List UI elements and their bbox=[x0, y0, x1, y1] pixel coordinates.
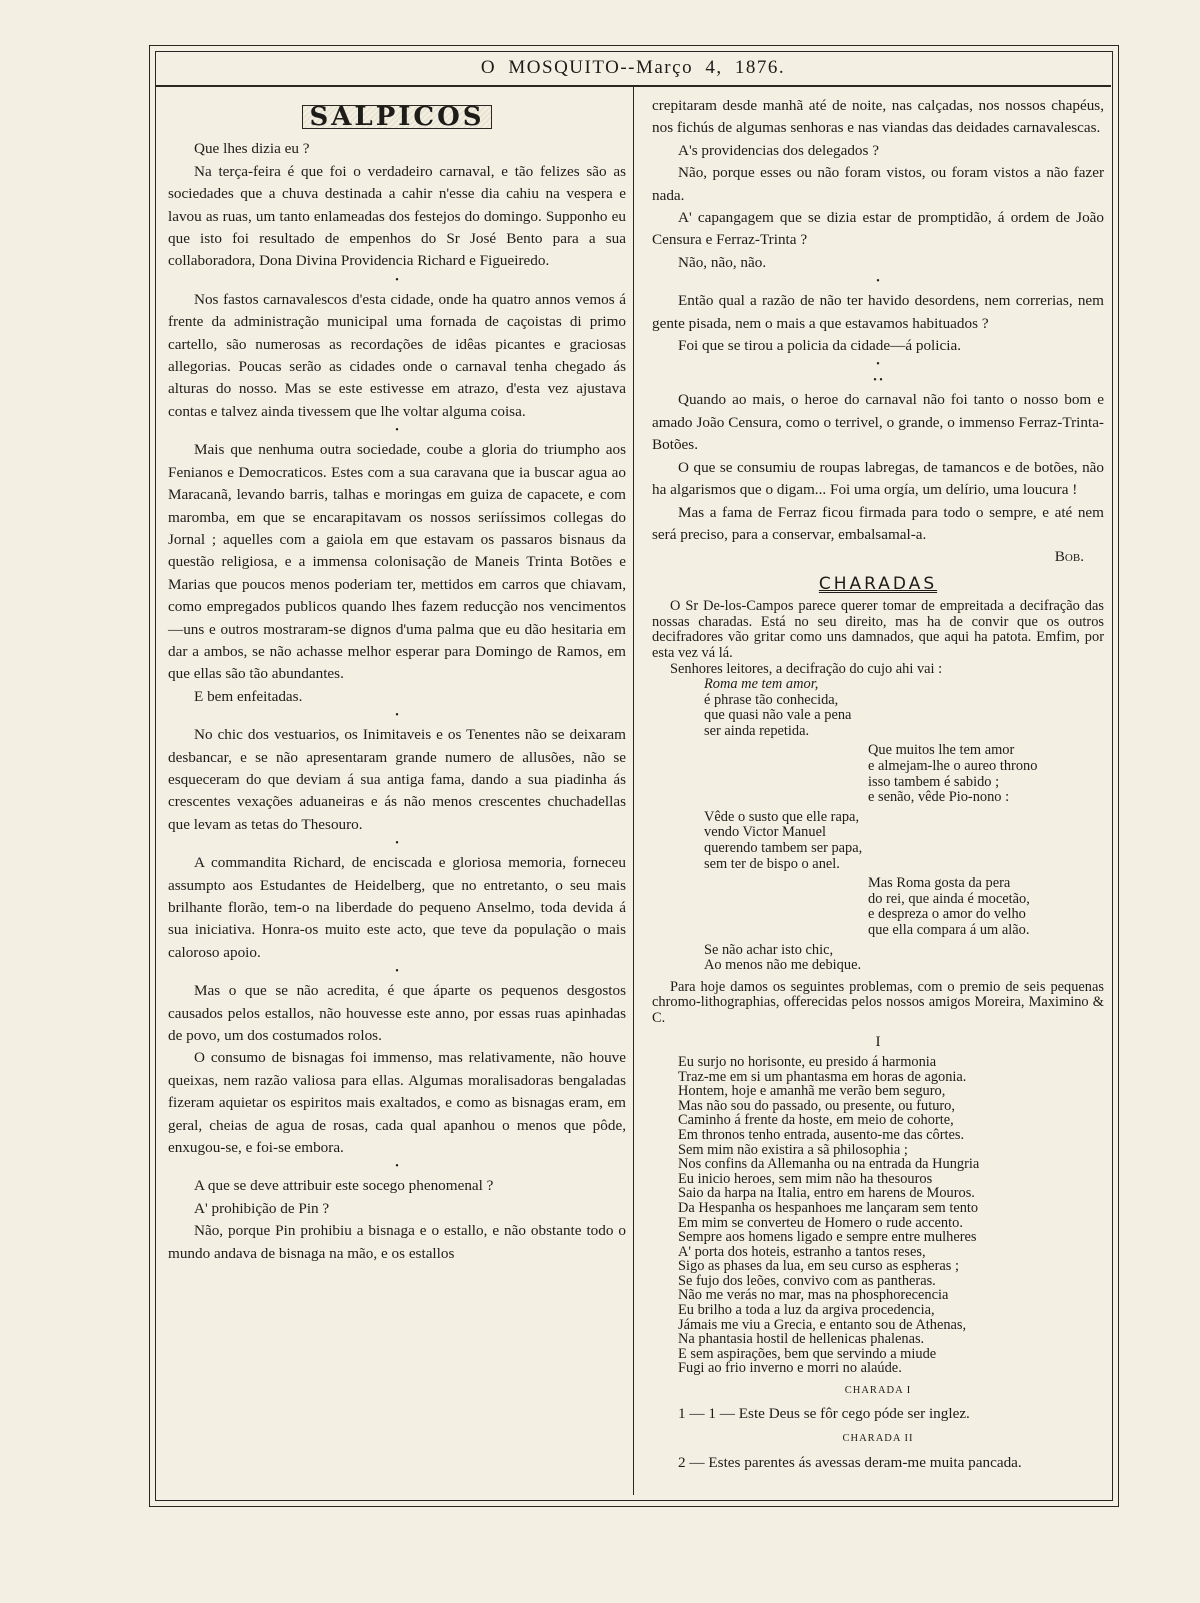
paragraph: Quando ao mais, o heroe do carnaval não foi tanto o nosso bom e amado João Censura, como o terrivel, o grande, o immenso Ferraz-Trinta-Botões. bbox=[652, 391, 1104, 454]
poem-line: Jámais me viu a Grecia, e entanto sou de Athenas, bbox=[678, 1316, 967, 1333]
paragraph: Que lhes dizia eu ? bbox=[194, 140, 310, 158]
paragraph: A commandita Richard, de enciscada e gloriosa memoria, forneceu assumpto aos Estudantes de Heidelberg, que no entretanto, o seu mais brilhante florão, tem-o na liberdade do pequeno Anselmo, toda devida á sua iniciativa. Honra-os muito este acto, que teve da população o mais caloroso apoio. bbox=[168, 854, 626, 961]
paragraph: Não, não, não. bbox=[678, 253, 767, 271]
verse-line: isso tambem é sabido ; bbox=[868, 773, 1000, 790]
paragraph: Então qual a razão de não ter havido desordens, nem correrias, nem gente pisada, nem o mais a que estavamos habituados ? bbox=[652, 292, 1104, 332]
verse-line: Roma me tem amor, bbox=[704, 676, 819, 693]
separator-dot: • bbox=[876, 276, 880, 288]
poem-line: Fugi ao frio inverno e morri no alaúde. bbox=[678, 1360, 902, 1377]
separator-dots: • • • bbox=[873, 359, 883, 387]
paragraph: Na terça-feira é que foi o verdadeiro carnaval, e tão felizes são as sociedades que a chuva destinada a cahir n'esse dia cahiu na vespera e lavou as ruas, um tanto enlameadas dos festejos do domingo. Supponho eu que isto foi resultado de empenhos do Sr José Bento para a sua collaboradora, Dona Divina Providencia Richard e Figueiredo. bbox=[168, 162, 626, 270]
separator-dot: • bbox=[395, 710, 399, 722]
poem-line: Sigo as phases da lua, em seu curso as espheras ; bbox=[678, 1258, 959, 1275]
verse-stanza bbox=[652, 943, 1104, 974]
paragraph: A' prohibição de Pin ? bbox=[194, 1199, 330, 1217]
verse-line: Mas Roma gosta da pera bbox=[868, 875, 1011, 892]
paragraph: Para hoje damos os seguintes problemas, com o premio de seis pequenas chromo-lithographias, offerecidas pelos nossos amigos Moreira, Maximino & C. bbox=[652, 978, 1104, 1026]
paragraph: A' capangagem que se dizia estar de promptidão, á ordem de João Censura e Ferraz-Trinta ? bbox=[652, 209, 1104, 249]
poem-line: Não me verás no mar, mas na phosphorecencia bbox=[678, 1287, 949, 1304]
poem-line: Traz-me em si um phantasma em horas de agonia. bbox=[678, 1068, 967, 1085]
paragraph: O que se consumiu de roupas labregas, de tamancos e de botões, não ha algarismos que o digam... Foi uma orgía, um delírio, uma loucura ! bbox=[652, 458, 1104, 499]
verse-line: ser ainda repetida. bbox=[704, 722, 810, 739]
poem-line: Sempre aos homens ligado e sempre entre mulheres bbox=[678, 1229, 977, 1246]
verse-line: e senão, vêde Pio-nono : bbox=[868, 789, 1010, 806]
paragraph: A que se deve attribuir este socego phenomenal ? bbox=[194, 1177, 494, 1195]
charada-label: CHARADA I bbox=[844, 1385, 912, 1397]
paragraph: E bem enfeitadas. bbox=[194, 687, 303, 705]
verse-stanza bbox=[652, 743, 1104, 805]
verse-line: e almejam-lhe o aureo throno bbox=[868, 758, 1038, 775]
paragraph: Mas a fama de Ferraz ficou firmada para todo o sempre, e até nem será preciso, para a conservar, embalsamal-a. bbox=[652, 503, 1104, 543]
charada-label: CHARADA II bbox=[842, 1433, 914, 1445]
paragraph: Senhores leitores, a decifração do cujo ahi vai : bbox=[670, 660, 943, 677]
verse-line: do rei, que ainda é mocetão, bbox=[868, 890, 1030, 907]
verse-line: Ao menos não me debique. bbox=[704, 957, 862, 974]
verse-line: Vêde o susto que elle rapa, bbox=[704, 808, 860, 825]
poem-line: Nos confins da Allemanha ou na entrada da Hungria bbox=[678, 1156, 980, 1173]
poem-line: Eu inicio heroes, sem mim não ha thesouros bbox=[678, 1170, 933, 1187]
salpicos-heading-text: SALPICOS bbox=[302, 105, 491, 129]
verse-line: que ella compara á um alão. bbox=[868, 922, 1030, 938]
charada-text: 1 — 1 — Este Deus se fôr cego póde ser inglez. bbox=[678, 1405, 970, 1423]
separator-dot: • bbox=[395, 966, 399, 978]
column-divider bbox=[633, 87, 634, 1495]
poem-line: Caminho á frente da hoste, em meio de cohorte, bbox=[678, 1112, 954, 1129]
paragraph: No chic dos vestuarios, os Inimitaveis e os Tenentes não se deixaram desbancar, e se não apresentaram grande numero de allusões, não se esqueceram do que deviam á sua antiga fama, dando a sua piadinha ás crescentes vexações aduaneiras e ás não menos crescentes chuchadellas que levam as tetas do Thesouro. bbox=[168, 726, 626, 833]
poem-line: Eu brilho a toda a luz da argiva procedencia, bbox=[678, 1302, 935, 1319]
separator-dot: • bbox=[395, 1161, 399, 1173]
verse-stanza bbox=[652, 677, 1104, 739]
poem-line: E sem aspirações, bem que servindo a miude bbox=[678, 1345, 937, 1362]
charada-text: 2 — Estes parentes ás avessas deram-me muita pancada. bbox=[678, 1453, 1022, 1471]
poem-line: Mas não sou do passado, ou presente, ou futuro, bbox=[678, 1097, 955, 1114]
poem-line: Se fujo dos leões, convivo com as pantheras. bbox=[678, 1272, 936, 1289]
separator-dot: • bbox=[395, 274, 399, 286]
poem-line: Saio da harpa na Italia, entro em harens de Mouros. bbox=[678, 1185, 975, 1202]
salpicos-heading bbox=[168, 102, 626, 132]
poem-line: Na phantasia hostil de hellenicas phalenas. bbox=[678, 1331, 925, 1348]
left-column bbox=[168, 95, 626, 1265]
paragraph: A's providencias dos delegados ? bbox=[678, 141, 879, 159]
paragraph: Mais que nenhuma outra sociedade, coube a gloria do triumpho aos Fenianos e Democraticos. Estes com a sua caravana que ia buscar agua ao Maracanã, levando barris, talhas e moringas em guiza de capacete, e com maromba, em que se encarapitavam os nossos seriíssimos collegas do Jornal ; aquelles com a gaiola em que estavam os passaros bisnaus da questão religiosa, e a immensa colonisação de Maneis Trinta Botões e Marias que poucos menos poderiam ter, mettidos em carros que chiavam, como empregados publicos quando lhes fazem reducção nos vencimentos—uns e outros mostraram-se dignos d'uma palma que eu dão hesitaria em dar a ambos, se não achasse melhor esperar para Domingo de Ramos, em que ellas são tão abundantes. bbox=[168, 441, 626, 683]
paragraph: Mas o que se não acredita, é que áparte os pequenos desgostos causados pelos estallos, não houvesse este anno, por essas ruas apinhadas de povo, um dos costumados rolos. bbox=[168, 982, 626, 1045]
poem-line: Sem mim não existira a sã philosophia ; bbox=[678, 1141, 908, 1158]
charadas-heading: CHARADAS bbox=[818, 573, 938, 594]
paragraph: O consumo de bisnagas foi immenso, mas relativamente, não houve queixas, nem razão valiosa para ellas. Algumas moralisadoras bengaladas fizeram aquietar os espiritos mais exaltados, e como as bisnagas eram, em geral, cheias de agua de rosas, cada qual apanhou o menos que pôde, enxugou-se, e foi-se embora. bbox=[168, 1049, 626, 1157]
verse-line: querendo tambem ser papa, bbox=[704, 840, 863, 857]
poem-line: Em mim se converteu de Homero o rude accento. bbox=[678, 1214, 963, 1231]
verse-line: e despreza o amor do velho bbox=[868, 906, 1026, 923]
poem-line: Em thronos tenho entrada, ausento-me das côrtes. bbox=[678, 1126, 965, 1143]
paragraph: crepitaram desde manhã até de noite, nas calçadas, nos nossos chapéus, nos fichús de algumas senhoras e nas viandas das deidades carnavalescas. bbox=[652, 97, 1104, 137]
paragraph: Foi que se tirou a policia da cidade—á policia. bbox=[678, 337, 961, 355]
right-column bbox=[652, 95, 1104, 1473]
separator-dot: • bbox=[395, 838, 399, 850]
verse-line: Se não achar isto chic, bbox=[704, 941, 834, 958]
poem-line: A' porta dos hoteis, estranho a tantos reses, bbox=[678, 1243, 926, 1260]
poem-line: Da Hespanha os hespanhoes me lançaram sem tento bbox=[678, 1199, 979, 1216]
problem-number: I bbox=[875, 1032, 881, 1050]
paragraph: Nos fastos carnavalescos d'esta cidade, onde ha quatro annos vemos á frente da administração municipal uma fornada de caçoistas di primo cartello, são numerosas as recordações de idêas picantes e graciosas allegorias. Poucas serão as cidades onde o carnaval tenha chegado ás alturas do nosso. Mas se este estivesse em atrazo, d'esta vez ajustava contas e talvez ainda tivessem que lhe voltar alguma coisa. bbox=[168, 290, 626, 420]
poem-line: Eu surjo no horisonte, eu presido á harmonia bbox=[678, 1053, 937, 1070]
paragraph: Não, porque esses ou não foram vistos, ou foram vistos a não fazer nada. bbox=[652, 164, 1104, 204]
verse-line: Que muitos lhe tem amor bbox=[868, 742, 1015, 759]
verse-line: sem ter de bispo o anel. bbox=[704, 855, 840, 872]
charada-poem bbox=[652, 1055, 1104, 1376]
verse-line: vendo Victor Manuel bbox=[704, 824, 826, 841]
paragraph: O Sr De-los-Campos parece querer tomar de empreitada a decifração das nossas charadas. Está no seu direito, mas ha de convir que os outros decifradores vão gritar como uns damnados, que aqui ha patota. Emfim, por esta vez vá lá. bbox=[652, 598, 1104, 661]
paragraph: Não, porque Pin prohibiu a bisnaga e o estallo, e não obstante todo o mundo andava de bisnaga na mão, e os estallos bbox=[168, 1222, 626, 1262]
separator-dot: • bbox=[395, 425, 399, 437]
page-header: O MOSQUITO--Março 4, 1876. bbox=[155, 51, 1111, 87]
verse-line: que quasi não vale a pena bbox=[704, 707, 852, 724]
verse-stanza bbox=[652, 810, 1104, 872]
verse-stanza bbox=[652, 876, 1104, 938]
charadas-section bbox=[652, 599, 1104, 1026]
signature: Bob. bbox=[1054, 548, 1084, 566]
poem-line: Hontem, hoje e amanhã me verão bem seguro, bbox=[678, 1083, 946, 1100]
verse-line: é phrase tão conhecida, bbox=[704, 691, 839, 708]
